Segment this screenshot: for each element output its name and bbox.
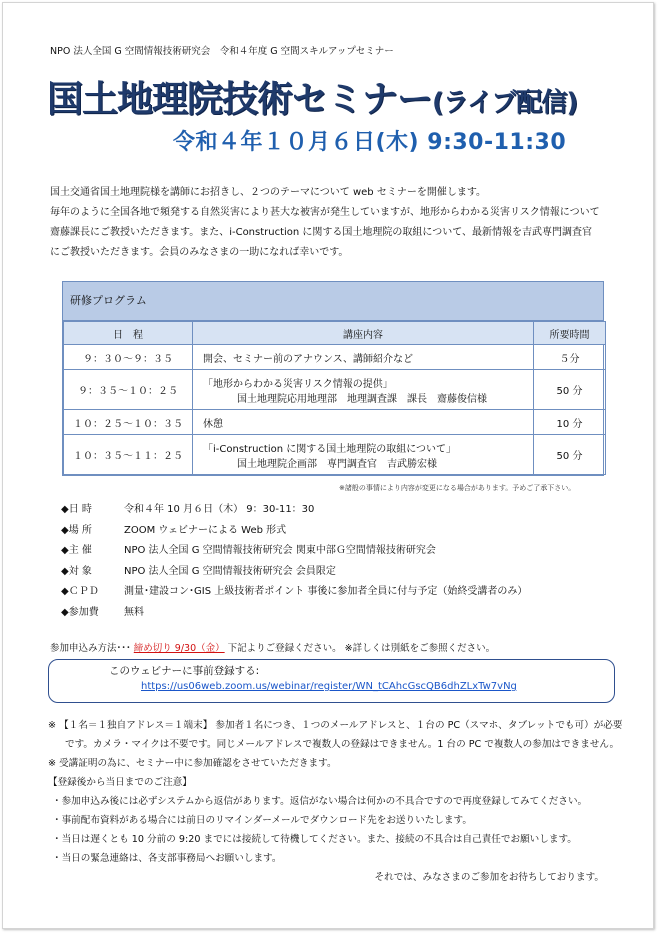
note-bullet: ・当日は遅くとも 10 分前の 9:20 までには接続して待機してください。また、接続の不具合は自己責任でお願いします。	[52, 834, 577, 845]
detail-label: ◆参加費	[61, 606, 99, 618]
note-line: です。カメラ・マイクは不要です。同じメールアドレスで複数人の登録はできません。1 台の PC で複数人の参加はできません。	[65, 739, 620, 750]
row-time: １０：３５～１１：２５	[64, 435, 193, 475]
detail-row	[61, 562, 621, 583]
row-title: 「i-Construction に関する国土地理院の取組について」	[203, 443, 457, 455]
table-row	[64, 410, 606, 435]
intro-line: 齋藤課長にご教授いただきます。また、i-Construction に関する国土地理院の取組について、最新情報を吉武専門調査官	[50, 227, 593, 238]
row-duration: 50 分	[534, 435, 606, 475]
table-row	[64, 435, 606, 475]
detail-value: 無料	[124, 606, 144, 618]
row-speaker: 国土地理院企画部 専門調査官 吉武勝宏様	[237, 458, 437, 470]
detail-row	[61, 500, 621, 521]
intro-text	[50, 183, 630, 263]
intro-line: 毎年のように全国各地で頻発する自然災害により甚大な被害が発生していますが、地形からわかる災害リスク情報について	[50, 207, 600, 218]
row-time: ９：３０～９：３５	[64, 345, 193, 370]
row-duration: 10 分	[534, 410, 606, 435]
apply-instructions	[50, 640, 495, 654]
apply-prefix: 参加申込み方法･･･	[50, 643, 134, 654]
row-duration: ５分	[534, 345, 606, 370]
detail-row	[61, 582, 621, 603]
table-header-row	[64, 322, 606, 345]
program-note: ※諸般の事情により内容が変更になる場合があります。予めご了承下さい。	[339, 484, 576, 492]
intro-line: にご教授いただきます。会員のみなさまの一助になれば幸いです。	[50, 247, 349, 258]
row-speaker: 国土地理院応用地理部 地理調査課 課長 齋藤俊信様	[237, 393, 487, 405]
detail-row	[61, 541, 621, 562]
program-title: 研修プログラム	[63, 282, 603, 321]
program-table	[62, 281, 604, 476]
detail-value: 測量･建設コン･GIS 上級技術者ポイント 事後に参加者全員に付与予定（始終受講者のみ）	[124, 586, 528, 597]
document-page	[2, 2, 654, 929]
table-row	[64, 345, 606, 370]
row-content	[193, 410, 534, 435]
page-title	[47, 71, 577, 122]
detail-value: 令和４年 10 月６日（木） 9：30-11：30	[124, 504, 315, 515]
registration-label: このウェビナーに事前登録する:	[109, 665, 260, 677]
column-header: 所要時間	[534, 322, 606, 345]
row-content	[193, 435, 534, 475]
schedule-table	[63, 321, 606, 475]
note-bullet: ・参加申込み後には必ずシステムから返信があります。返信がない場合は何かの不具合ですので再度登録してみてください。	[52, 796, 588, 807]
column-header: 講座内容	[193, 322, 534, 345]
note-bullet: ・当日の緊急連絡は、各支部事務局へお願いします。	[52, 853, 282, 864]
notes-section	[48, 716, 628, 887]
detail-label: ◆日 時	[61, 504, 92, 515]
title-main: 国土地理院技術セミナー	[47, 79, 433, 120]
closing-text: それでは、みなさまのご参加をお待ちしております。	[374, 872, 604, 883]
row-time: １０：２５～１０：３５	[64, 410, 193, 435]
intro-line: 国土交通省国土地理院様を講師にお招きし、２つのテーマについて web セミナーを開催します。	[50, 187, 487, 198]
note-line: ※ 受講証明の為に、セミナー中に参加確認をさせていただきます。	[48, 758, 337, 769]
detail-label: ◆ＣＰＤ	[61, 586, 99, 597]
registration-link[interactable]: https://us06web.zoom.us/webinar/register/WN_tCAhcGscQB6dhZLxTw7vNg	[141, 681, 517, 692]
seminar-date: 令和４年１０月６日(木) 9:30-11:30	[173, 130, 567, 155]
registration-box	[48, 659, 615, 703]
detail-row	[61, 521, 621, 542]
detail-row	[61, 603, 621, 624]
title-sub: (ライブ配信)	[432, 88, 578, 118]
row-content	[193, 345, 534, 370]
apply-suffix: 下記よりご登録ください。 ※詳しくは別紙をご参照ください。	[224, 643, 496, 654]
row-duration: 50 分	[534, 370, 606, 410]
row-content	[193, 370, 534, 410]
row-title: 休憩	[203, 418, 223, 430]
note-line: ※ 【１名＝１独自アドレス＝１端末】 参加者１名につき、１つのメールアドレスと、１台の PC（スマホ、タブレットでも可）が必要	[48, 720, 623, 731]
row-title: 「地形からわかる災害リスク情報の提供」	[203, 378, 393, 390]
detail-label: ◆場 所	[61, 524, 92, 536]
detail-label: ◆主 催	[61, 545, 92, 556]
detail-value: NPO 法人全国 G 空間情報技術研究会 関東中部Ｇ空間情報技術研究会	[124, 545, 436, 556]
row-time: ９：３５～１０：２５	[64, 370, 193, 410]
header-line: NPO 法人全国 G 空間情報技術研究会 令和４年度 G 空間スキルアップセミナー	[50, 46, 394, 57]
notes-heading: 【登録後から当日までのご注意】	[48, 777, 192, 788]
column-header: 日 程	[64, 322, 193, 345]
detail-value: ZOOM ウェビナーによる Web 形式	[124, 524, 287, 536]
table-row	[64, 370, 606, 410]
event-details	[61, 500, 621, 623]
deadline-text: 締め切り 9/30（金）	[133, 643, 225, 654]
detail-value: NPO 法人全国 G 空間情報技術研究会 会員限定	[124, 565, 336, 577]
detail-label: ◆対 象	[61, 565, 92, 577]
note-bullet: ・事前配布資料がある場合には前日のリマインダーメールでダウンロード先をお送りいたします。	[52, 815, 472, 826]
row-title: 開会、セミナー前のアナウンス、講師紹介など	[203, 353, 413, 365]
